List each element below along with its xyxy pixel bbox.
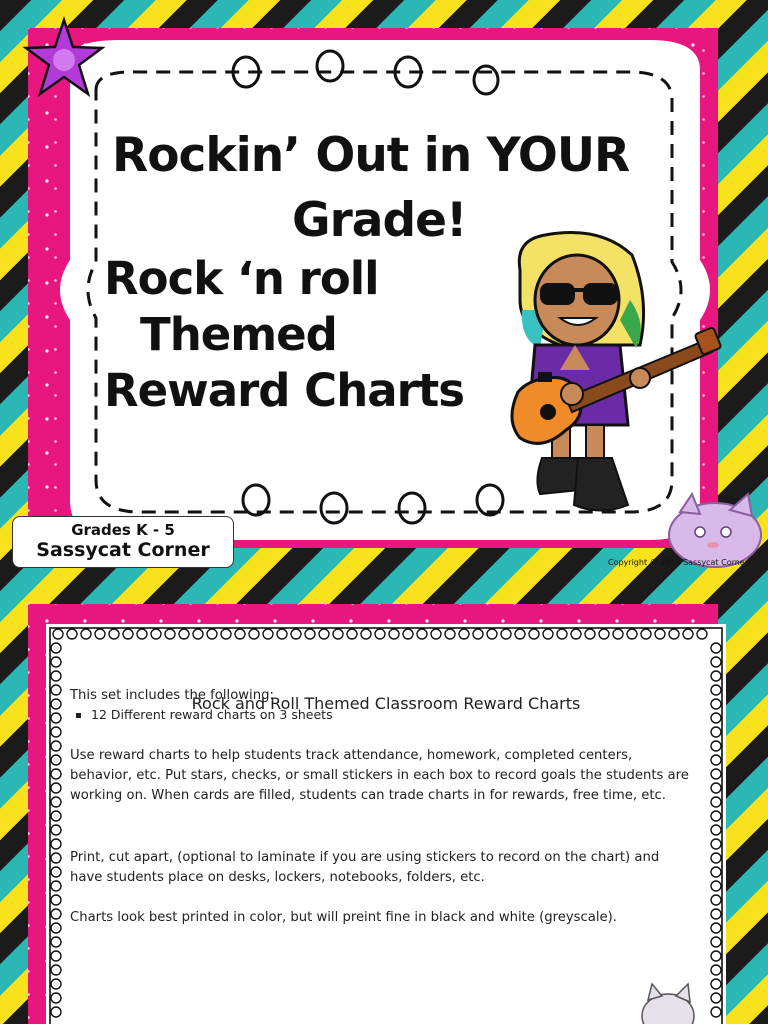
lace-loop bbox=[613, 629, 623, 639]
lace-loop bbox=[67, 629, 77, 639]
lace-loop bbox=[51, 909, 61, 919]
lace-loop bbox=[51, 979, 61, 989]
lace-loop bbox=[529, 629, 539, 639]
lace-loop bbox=[51, 811, 61, 821]
lace-loop bbox=[51, 853, 61, 863]
lace-border bbox=[46, 624, 726, 1024]
cover-subtitle-line3: Reward Charts bbox=[104, 364, 465, 417]
preview-slide bbox=[0, 576, 768, 1024]
lace-loop bbox=[445, 629, 455, 639]
includes-item-text: 12 Different reward charts on 3 sheets bbox=[91, 707, 333, 722]
lace-loop bbox=[51, 741, 61, 751]
copyright-text: Copyright © 2016 Sassycat Corner bbox=[608, 558, 749, 567]
lace-loop bbox=[711, 867, 721, 877]
lace-loop bbox=[51, 797, 61, 807]
lace-loop bbox=[51, 839, 61, 849]
lace-loop bbox=[51, 727, 61, 737]
lace-loop bbox=[375, 629, 385, 639]
lace-loop bbox=[641, 629, 651, 639]
paragraph-print: Print, cut apart, (optional to laminate if you are using stickers to record on the chart) and have students place on desks, lockers, notebooks, folders, etc. bbox=[70, 850, 660, 885]
lace-loop bbox=[221, 629, 231, 639]
lace-loop bbox=[697, 629, 707, 639]
lace-loop bbox=[711, 881, 721, 891]
lace-loop bbox=[711, 741, 721, 751]
lace-loop bbox=[305, 629, 315, 639]
grades-text: Grades K - 5 bbox=[71, 521, 175, 539]
lace-loop bbox=[487, 629, 497, 639]
lace-loop bbox=[473, 629, 483, 639]
lace-loop bbox=[51, 881, 61, 891]
cover-subtitle-line1: Rock ‘n roll bbox=[104, 252, 379, 305]
lace-loop bbox=[347, 629, 357, 639]
bullet-icon bbox=[76, 713, 81, 718]
lace-loop bbox=[277, 629, 287, 639]
includes-heading: This set includes the following: bbox=[70, 688, 274, 703]
lace-loop bbox=[151, 629, 161, 639]
lace-loop bbox=[515, 629, 525, 639]
lace-loop bbox=[711, 951, 721, 961]
paragraph-charts: Charts look best printed in color, but will preint fine in black and white (greyscale). bbox=[70, 910, 617, 925]
lace-loop bbox=[711, 811, 721, 821]
lace-loop bbox=[51, 951, 61, 961]
lace-loop bbox=[51, 657, 61, 667]
lace-loop bbox=[711, 839, 721, 849]
preview-page bbox=[46, 624, 726, 1024]
preview-title: Rock and Roll Themed Classroom Reward Charts bbox=[191, 694, 581, 713]
lace-loop bbox=[669, 629, 679, 639]
lace-loop bbox=[403, 629, 413, 639]
lace-loop bbox=[51, 895, 61, 905]
lace-loop bbox=[711, 727, 721, 737]
lace-loop bbox=[655, 629, 665, 639]
lace-loop bbox=[557, 629, 567, 639]
paragraph-use: Use reward charts to help students track attendance, homework, completed centers, behavior, etc. Put stars, checks, or small stickers in each box to record goals the students are working on. When cards are filled, students can trade charts in for rewards, free time, etc. bbox=[70, 748, 689, 803]
lace-loop bbox=[711, 783, 721, 793]
lace-loop bbox=[123, 629, 133, 639]
lace-loop bbox=[51, 937, 61, 947]
lace-loop bbox=[51, 965, 61, 975]
lace-loop bbox=[711, 965, 721, 975]
cover-subtitle-line2: Themed bbox=[140, 308, 337, 361]
lace-loop bbox=[51, 755, 61, 765]
lace-loop bbox=[711, 825, 721, 835]
lace-loop bbox=[51, 643, 61, 653]
lace-loop bbox=[207, 629, 217, 639]
lace-loop bbox=[459, 629, 469, 639]
lace-loop bbox=[711, 713, 721, 723]
lace-loop bbox=[95, 629, 105, 639]
lace-loop bbox=[51, 713, 61, 723]
lace-loop bbox=[711, 937, 721, 947]
lace-loop bbox=[193, 629, 203, 639]
lace-loop bbox=[501, 629, 511, 639]
lace-loop bbox=[51, 923, 61, 933]
lace-loop bbox=[543, 629, 553, 639]
lace-loop bbox=[711, 755, 721, 765]
lace-loop bbox=[711, 797, 721, 807]
lace-loop bbox=[291, 629, 301, 639]
lace-loop bbox=[683, 629, 693, 639]
lace-loop bbox=[711, 909, 721, 919]
lace-loop bbox=[179, 629, 189, 639]
lace-loop bbox=[711, 993, 721, 1003]
lace-loop bbox=[249, 629, 259, 639]
lace-loop bbox=[165, 629, 175, 639]
lace-loop bbox=[417, 629, 427, 639]
lace-loop bbox=[599, 629, 609, 639]
lace-loop bbox=[51, 1007, 61, 1017]
lace-loop bbox=[51, 783, 61, 793]
lace-loop bbox=[109, 629, 119, 639]
lace-loop bbox=[319, 629, 329, 639]
lace-loop bbox=[627, 629, 637, 639]
lace-loop bbox=[711, 657, 721, 667]
lace-loop bbox=[711, 853, 721, 863]
lace-loop bbox=[51, 671, 61, 681]
cover-title-line2: Grade! bbox=[292, 193, 467, 248]
lace-loop bbox=[711, 643, 721, 653]
lace-loop bbox=[711, 923, 721, 933]
lace-loop bbox=[81, 629, 91, 639]
lace-loop bbox=[51, 825, 61, 835]
lace-loop bbox=[585, 629, 595, 639]
lace-loop bbox=[333, 629, 343, 639]
lace-loop bbox=[711, 1007, 721, 1017]
lace-loop bbox=[53, 629, 63, 639]
lace-loop bbox=[389, 629, 399, 639]
lace-loop bbox=[361, 629, 371, 639]
lace-loop bbox=[711, 979, 721, 989]
lace-loop bbox=[263, 629, 273, 639]
lace-loop bbox=[137, 629, 147, 639]
lace-loop bbox=[571, 629, 581, 639]
lace-loop bbox=[51, 867, 61, 877]
lace-loop bbox=[51, 769, 61, 779]
includes-item bbox=[76, 707, 333, 722]
cover-title-line1: Rockin’ Out in YOUR bbox=[112, 128, 630, 183]
lace-loop bbox=[431, 629, 441, 639]
lace-loop bbox=[235, 629, 245, 639]
lace-loop bbox=[711, 671, 721, 681]
lace-loop bbox=[711, 895, 721, 905]
grades-label-box bbox=[12, 516, 234, 568]
lace-loop bbox=[51, 993, 61, 1003]
lace-loop bbox=[711, 769, 721, 779]
brand-name: Sassycat Corner bbox=[36, 539, 210, 561]
